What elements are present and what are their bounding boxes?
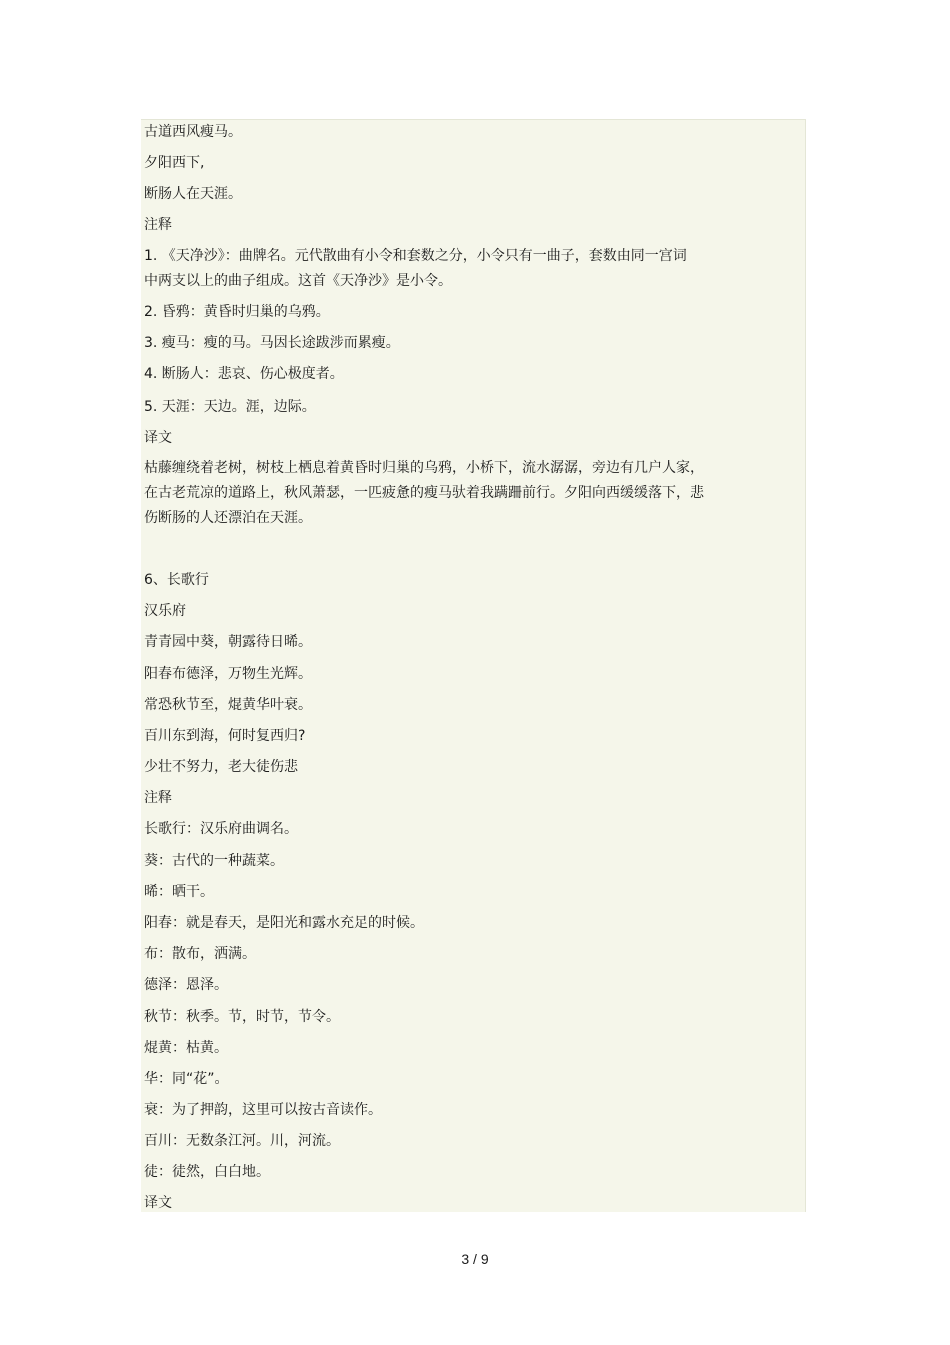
annotation-line: 5. 天涯：天边。涯，边际。 [144,399,316,415]
annotation-line: 华：同“花”。 [144,1071,229,1087]
page-number: 3 / 9 [461,1251,489,1267]
annotation-line: 阳春：就是春天，是阳光和露水充足的时候。 [144,915,424,931]
translation-line: 枯藤缠绕着老树，树枝上栖息着黄昏时归巢的乌鸦，小桥下，流水潺潺，旁边有几户人家， [144,460,704,476]
poem-line: 少壮不努力，老大徒伤悲 [144,759,298,775]
section-heading: 注释 [144,790,172,806]
annotation-line: 中两支以上的曲子组成。这首《天净沙》是小令。 [144,273,452,289]
annotation-line: 4. 断肠人：悲哀、伤心极度者。 [144,366,344,382]
annotation-line: 徒：徒然，白白地。 [144,1164,270,1180]
poem-line: 青青园中葵，朝露待日晞。 [144,634,312,650]
annotation-line: 秋节：秋季。节，时节，节令。 [144,1009,340,1025]
annotation-line: 晞：晒干。 [144,884,214,900]
section-heading: 注释 [144,217,172,233]
annotation-line: 焜黄：枯黄。 [144,1040,228,1056]
annotation-line: 3. 瘦马：瘦的马。马因长途跋涉而累瘦。 [144,335,400,351]
annotation-line: 百川：无数条江河。川，河流。 [144,1133,340,1149]
annotation-line: 衰：为了押韵，这里可以按古音读作。 [144,1102,382,1118]
translation-line: 在古老荒凉的道路上，秋风萧瑟，一匹疲惫的瘦马驮着我蹒跚前行。夕阳向西缓缓落下，悲 [144,485,704,501]
text-line: 古道西风瘦马。 [144,124,242,140]
annotation-line: 葵：古代的一种蔬菜。 [144,853,284,869]
poem-author: 汉乐府 [144,603,186,619]
poem-line: 常恐秋节至，焜黄华叶衰。 [144,697,312,713]
content-panel [141,119,806,1212]
annotation-line: 德泽：恩泽。 [144,977,228,993]
section-heading: 译文 [144,430,172,446]
poem-line: 阳春布德泽，万物生光辉。 [144,666,312,682]
annotation-line: 1. 《天净沙》：曲牌名。元代散曲有小令和套数之分，小令只有一曲子，套数由同一宫词 [144,248,687,264]
annotation-line: 2. 昏鸦：黄昏时归巢的乌鸦。 [144,304,330,320]
translation-line: 伤断肠的人还漂泊在天涯。 [144,510,312,526]
poem-line: 百川东到海，何时复西归? [144,728,306,744]
section-heading: 译文 [144,1195,172,1211]
poem-title: 6、长歌行 [144,572,209,588]
annotation-line: 布：散布，洒满。 [144,946,256,962]
annotation-line: 长歌行：汉乐府曲调名。 [144,821,298,837]
text-line: 夕阳西下, [144,155,205,171]
text-line: 断肠人在天涯。 [144,186,242,202]
